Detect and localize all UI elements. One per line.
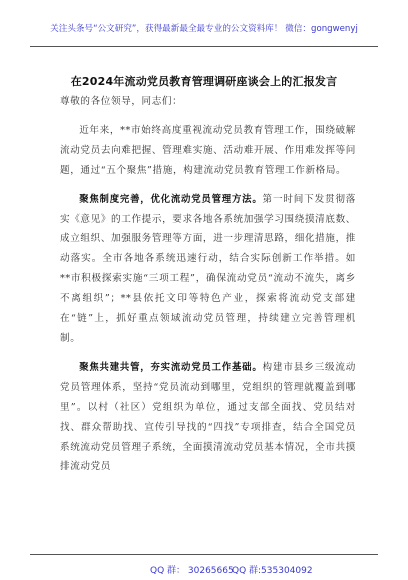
document-body [60, 92, 356, 477]
section-1-heading: 聚焦制度完善，优化流动党员管理方法。 [79, 193, 263, 205]
salutation: 尊敬的各位领导，同志们： [60, 96, 183, 107]
section-2-heading: 聚焦共建共管，夯实流动党员工作基础。 [79, 361, 263, 373]
section-2-text: 构建市县乡三级流动党员管理体系，坚持“党员流动到哪里，党组织的管理就覆盖到哪里”。以村（社区）党组织为单位，通过支部全面找、党员结对找、群众帮助找、宣传引导找的“四找”专项排查，结合全国党员系统流动党员管理子系统，全面摸清流动党员基本情况，全市共摸排流动党员 [60, 361, 356, 473]
document-title: 在2024年流动党员教育管理调研座谈会上的汇报发言 [70, 75, 338, 88]
section-1-paragraph [60, 190, 356, 349]
header-divider [30, 46, 378, 47]
footer-qq-group-2: QQ 群:535304092 [232, 566, 313, 576]
section-2-paragraph [60, 358, 356, 477]
footer-qq-group-1: QQ 群： 30265665 [150, 566, 234, 576]
section-1-text: 第一时间下发贯彻落实《意见》的工作提示，要求各地各系统加强学习围绕摸清底数、成立组织、加强服务管理等方面，进一步理清思路，细化措施，推动落实。全市各地各系统迅速行动，结合实际创新工作举措。如**市积极探索实施“三项工程”，确保流动党员“流动不流失，离乡不离组织”；**县依托文印等特色产业，探索将流动党支部建在“链”上，抓好重点领域流动党员管理，持续建立完善管理机制。 [60, 193, 356, 344]
footer-divider [30, 554, 378, 555]
intro-paragraph: 近年来，**市始终高度重视流动党员教育管理工作，围绕破解流动党员去向难把握、管理难实施、活动难开展、作用难发挥等问题，通过“五个聚焦”措施，构建流动党员教育管理工作新格局。 [60, 124, 356, 176]
promo-banner: 关注头条号“公文研究”，获得最新最全最专业的公文资料库！ 微信：gongwenyj [50, 24, 358, 34]
